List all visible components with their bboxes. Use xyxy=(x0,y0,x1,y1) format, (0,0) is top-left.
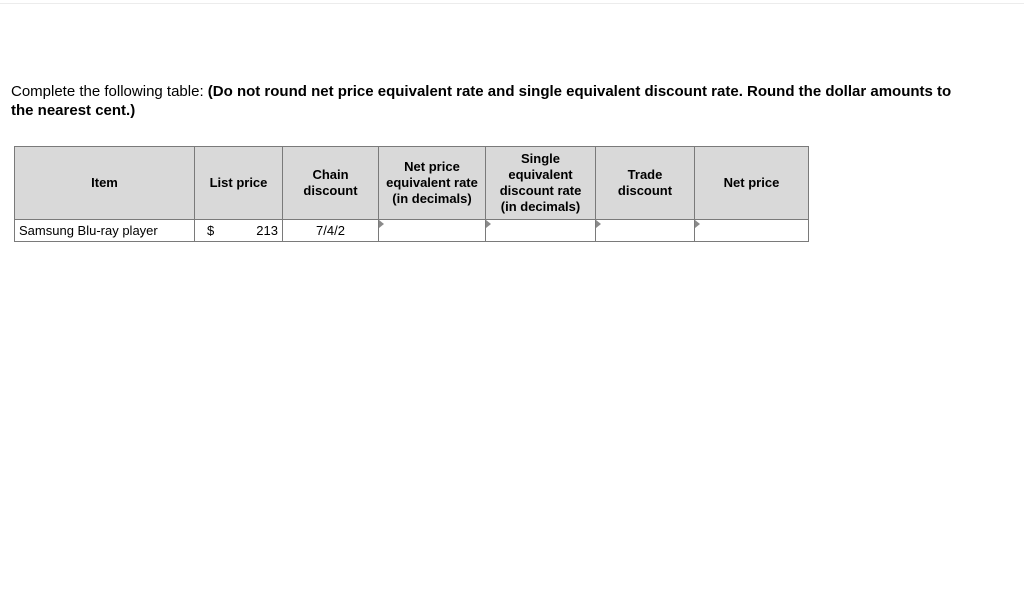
header-row xyxy=(15,147,809,220)
header-net-price: Net price xyxy=(695,147,809,220)
top-divider xyxy=(0,3,1024,4)
instructions-lead: Complete the following table: xyxy=(11,83,208,100)
answer-table xyxy=(14,146,809,242)
table-row xyxy=(15,220,809,242)
net-price-cell xyxy=(695,220,809,242)
header-net-price-equivalent-rate: Net price equivalent rate (in decimals) xyxy=(379,147,486,220)
currency-symbol: $ xyxy=(207,223,215,238)
list-price-value: 213 xyxy=(256,223,278,238)
trade-discount-cell xyxy=(596,220,695,242)
net-price-equivalent-rate-input[interactable] xyxy=(379,220,485,241)
trade-discount-input[interactable] xyxy=(596,220,694,241)
chain-discount-cell: 7/4/2 xyxy=(283,220,379,242)
input-marker-icon xyxy=(379,220,384,228)
single-equivalent-discount-rate-input[interactable] xyxy=(486,220,595,241)
header-list-price: List price xyxy=(195,147,283,220)
header-single-equivalent-discount-rate: Single equivalent discount rate (in decimals) xyxy=(486,147,596,220)
net-price-equivalent-rate-cell xyxy=(379,220,486,242)
single-equivalent-discount-rate-cell xyxy=(486,220,596,242)
list-price-cell xyxy=(195,220,283,242)
header-item: Item xyxy=(15,147,195,220)
input-marker-icon xyxy=(486,220,491,228)
input-marker-icon xyxy=(695,220,700,228)
net-price-input[interactable] xyxy=(695,220,808,241)
instructions-emphasis: (Do not round net price equivalent rate and single equivalent discount rate. Round the dollar amounts to the nearest cent.) xyxy=(11,83,952,119)
header-trade-discount: Trade discount xyxy=(596,147,695,220)
question-instructions xyxy=(11,82,971,120)
header-chain-discount: Chain discount xyxy=(283,147,379,220)
item-name-cell: Samsung Blu-ray player xyxy=(15,220,195,242)
input-marker-icon xyxy=(596,220,601,228)
